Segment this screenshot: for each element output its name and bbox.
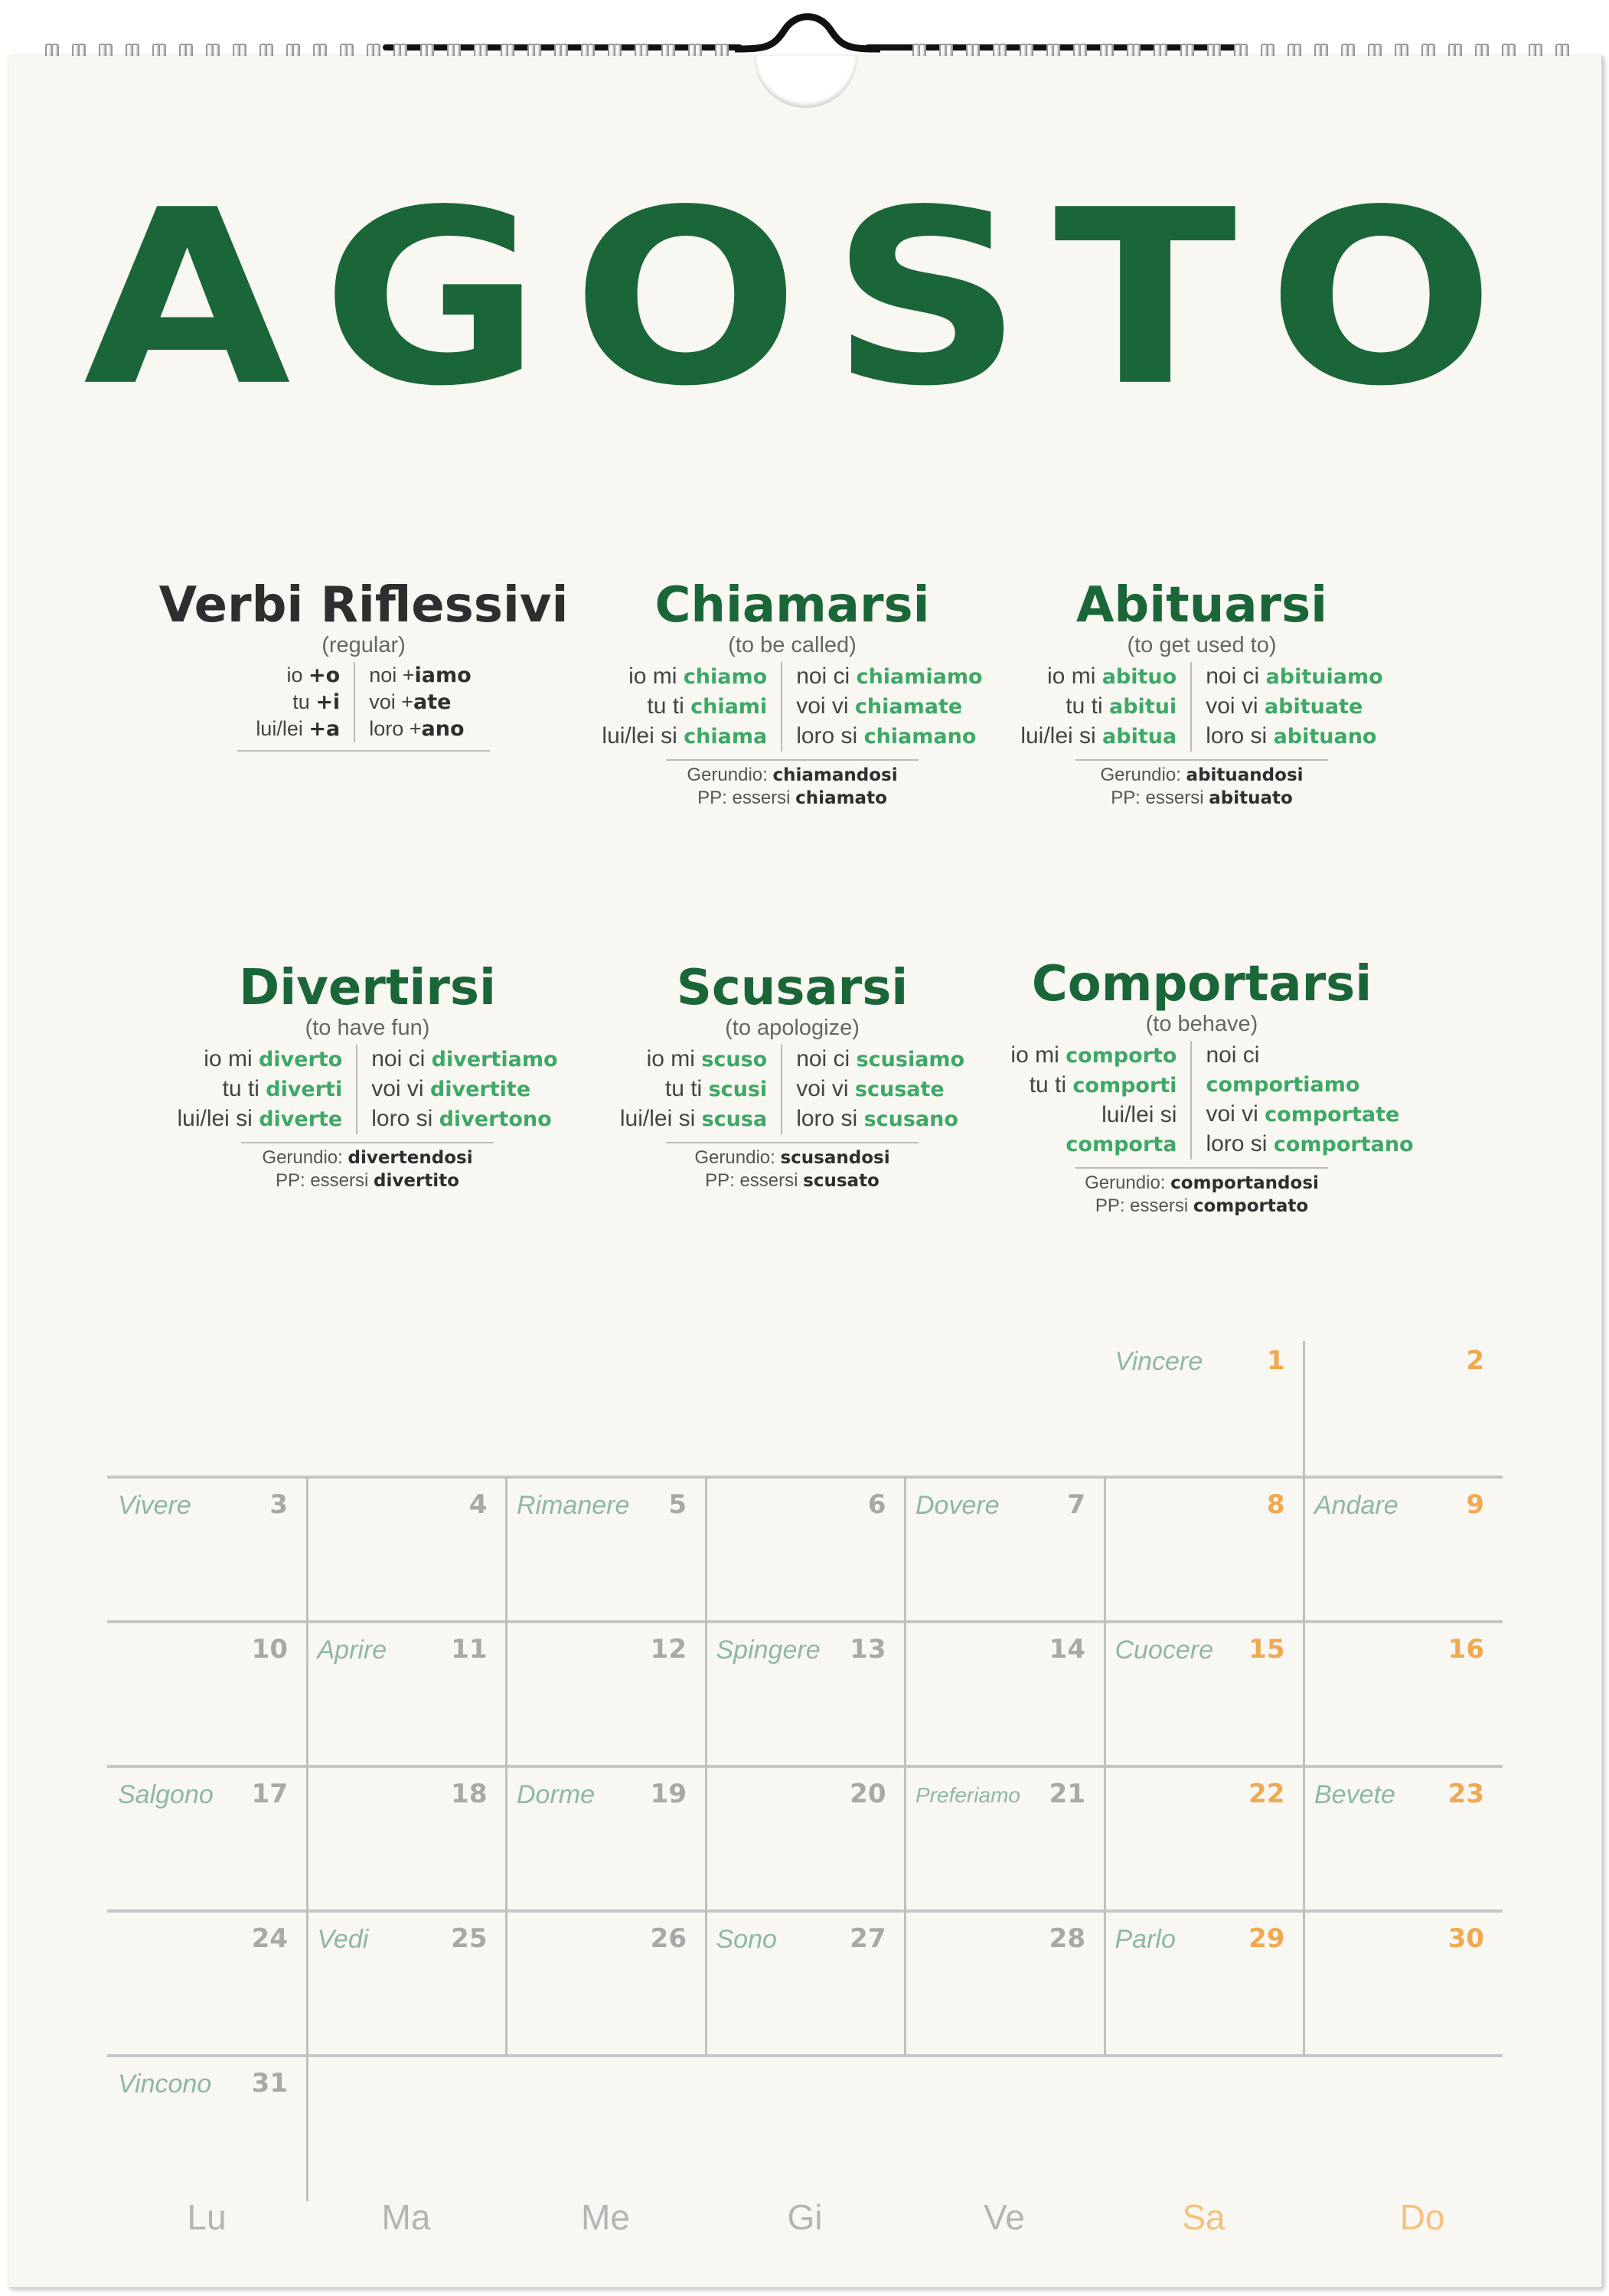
conjugation-row: loro +ano: [369, 717, 465, 741]
conjugation-row: io mi scuso: [646, 1046, 768, 1071]
weekday-gi: Gi: [787, 2197, 823, 2237]
past-participle-line: PP: essersi divertito: [275, 1170, 459, 1191]
verb-title: Comportarsi: [1031, 956, 1372, 1013]
conjugation-row: loro si divertono: [371, 1106, 552, 1131]
day-number: 17: [251, 1779, 288, 1809]
conjugation-row: noi ci abituiamo: [1206, 664, 1383, 689]
day-number: 24: [251, 1923, 288, 1954]
conjugation-table: [153, 1045, 582, 1134]
gerundio-line: Gerundio: scusandosi: [694, 1147, 890, 1168]
day-cell-10[interactable]: [107, 1622, 306, 1766]
weekday-ve: Ve: [984, 2197, 1025, 2237]
day-cell-21[interactable]: [905, 1766, 1104, 1911]
conjugation-row: loro si chiamano: [796, 723, 977, 748]
day-number: 20: [850, 1779, 886, 1809]
past-participle-line: PP: essersi chiamato: [697, 788, 887, 808]
day-number: 2: [1466, 1345, 1484, 1376]
day-cell-2[interactable]: [1304, 1333, 1503, 1478]
day-cell-18[interactable]: [307, 1766, 506, 1911]
conjugation-row: io mi comporto: [1010, 1042, 1177, 1068]
day-number: 8: [1266, 1489, 1285, 1520]
day-number: 14: [1049, 1634, 1085, 1665]
verb-card-scusarsi: [578, 960, 1007, 1192]
day-verb: Cuocere: [1115, 1636, 1214, 1665]
day-verb: Aprire: [317, 1636, 387, 1665]
day-cell-8[interactable]: [1105, 1477, 1304, 1622]
day-number: 10: [251, 1634, 288, 1665]
past-participle-line: PP: essersi comportato: [1095, 1195, 1309, 1216]
day-cell-28[interactable]: [905, 1911, 1104, 2056]
conjugation-table: [578, 662, 1007, 752]
day-number: 30: [1447, 1923, 1484, 1954]
conjugation-table: [149, 662, 578, 742]
day-number: 25: [451, 1923, 488, 1954]
day-number: 11: [451, 1634, 488, 1665]
day-cell-23[interactable]: [1304, 1766, 1503, 1911]
day-cell-25[interactable]: [307, 1911, 506, 2056]
conjugation-table: [987, 1041, 1416, 1159]
verb-card-comportarsi: [987, 957, 1416, 1218]
day-cell-9[interactable]: [1304, 1477, 1503, 1622]
gerundio-line: Gerundio: comportandosi: [1085, 1172, 1319, 1193]
day-number: 31: [251, 2068, 288, 2099]
day-cell-19[interactable]: [506, 1766, 705, 1911]
day-cell-29[interactable]: [1105, 1911, 1304, 2056]
weekday-do: Do: [1399, 2197, 1445, 2237]
day-number: 26: [650, 1923, 687, 1954]
verb-meaning: (to get used to): [1127, 633, 1277, 657]
verb-card-verbi-riflessivi: [149, 578, 578, 755]
day-number: 12: [650, 1634, 687, 1665]
conjugation-row: lui/lei si comporta: [1066, 1102, 1177, 1156]
day-number: 5: [668, 1489, 687, 1520]
day-cell-7[interactable]: [905, 1477, 1104, 1622]
day-number: 9: [1466, 1489, 1484, 1520]
day-number: 27: [850, 1923, 886, 1954]
gerundio-line: Gerundio: divertendosi: [262, 1147, 473, 1168]
day-verb: Bevete: [1314, 1780, 1395, 1809]
conjugation-row: noi ci scusiamo: [796, 1046, 965, 1071]
day-number: 4: [468, 1489, 488, 1520]
conjugation-row: tu ti scusi: [664, 1076, 768, 1101]
conjugation-row: lui/lei si scusa: [619, 1106, 768, 1131]
conjugation-row: loro si scusano: [796, 1106, 958, 1131]
day-cell-22[interactable]: [1105, 1766, 1304, 1911]
day-number: 29: [1248, 1923, 1285, 1954]
day-cell-4[interactable]: [307, 1477, 506, 1622]
day-number: 18: [451, 1779, 488, 1809]
conjugation-row: lui/lei +a: [256, 717, 341, 741]
conjugation-row: noi +iamo: [369, 664, 472, 687]
day-verb: Sono: [716, 1925, 777, 1954]
day-verb: Preferiamo: [915, 1783, 1020, 1807]
conjugation-row: tu ti comporti: [1029, 1072, 1177, 1097]
day-cell-27[interactable]: [706, 1911, 905, 2056]
day-cell-26[interactable]: [506, 1911, 705, 2056]
verb-meaning: (to apologize): [725, 1016, 860, 1040]
day-cell-17[interactable]: [107, 1766, 306, 1911]
verb-title: Scusarsi: [676, 960, 909, 1016]
day-cell-11[interactable]: [307, 1622, 506, 1766]
conjugation-row: voi vi comportate: [1206, 1101, 1400, 1127]
divider: [666, 1142, 919, 1143]
day-number: 6: [867, 1489, 886, 1520]
day-verb: Vincere: [1115, 1347, 1203, 1376]
weekday-sa: Sa: [1182, 2197, 1226, 2237]
day-number: 7: [1067, 1489, 1085, 1520]
verb-title: Verbi Riflessivi: [158, 577, 569, 634]
day-number: 23: [1447, 1779, 1484, 1809]
day-cell-14[interactable]: [905, 1622, 1104, 1766]
conjugation-table: [578, 1045, 1007, 1134]
conjugation-row: noi ci comportiamo: [1206, 1042, 1360, 1097]
conjugation-row: lui/lei si diverte: [177, 1106, 343, 1131]
verb-title: Divertirsi: [239, 960, 496, 1016]
day-number: 22: [1248, 1779, 1285, 1809]
conjugation-row: noi ci divertiamo: [371, 1046, 558, 1071]
day-verb: Rimanere: [517, 1491, 630, 1520]
weekday-me: Me: [581, 2197, 630, 2237]
conjugation-row: tu +i: [292, 690, 341, 714]
verb-meaning: (regular): [321, 633, 406, 657]
gerundio-line: Gerundio: abituandosi: [1100, 765, 1304, 785]
verb-meaning: (to behave): [1145, 1012, 1258, 1036]
conjugation-row: io mi abituo: [1047, 664, 1177, 689]
day-number: 16: [1447, 1634, 1484, 1665]
day-number: 1: [1266, 1345, 1285, 1376]
verb-meaning: (to be called): [728, 633, 857, 657]
conjugation-row: voi vi divertite: [371, 1076, 531, 1101]
day-cell-20[interactable]: [706, 1766, 905, 1911]
day-number: 13: [850, 1634, 886, 1665]
day-verb: Dorme: [517, 1780, 596, 1809]
divider: [666, 759, 919, 761]
weekday-lu: Lu: [187, 2197, 227, 2237]
day-number: 21: [1049, 1779, 1085, 1809]
day-cell-1[interactable]: [1105, 1333, 1304, 1478]
day-cell-16[interactable]: [1304, 1622, 1503, 1766]
past-participle-line: PP: essersi abituato: [1111, 788, 1293, 808]
day-verb: Vincono: [118, 2069, 212, 2099]
day-number: 19: [650, 1779, 687, 1809]
verb-card-chiamarsi: [578, 578, 1007, 810]
hanger-hook-icon: [735, 11, 880, 57]
divider: [237, 750, 490, 752]
day-cell-15[interactable]: [1105, 1622, 1304, 1766]
conjugation-row: tu ti chiami: [647, 693, 768, 719]
weekday-ma: Ma: [381, 2197, 431, 2237]
conjugation-row: lui/lei si chiama: [602, 723, 768, 748]
verb-title: Chiamarsi: [654, 577, 930, 634]
day-cell-12[interactable]: [506, 1622, 705, 1766]
day-verb: Dovere: [915, 1491, 1000, 1520]
conjugation-row: tu ti abitui: [1066, 693, 1177, 719]
divider: [1075, 759, 1328, 761]
day-verb: Spingere: [716, 1636, 821, 1665]
conjugation-row: voi +ate: [369, 690, 452, 714]
conjugation-row: io mi diverto: [204, 1046, 343, 1071]
conjugation-row: io +o: [286, 664, 341, 687]
verb-meaning: (to have fun): [305, 1016, 430, 1040]
conjugation-row: loro si comportano: [1206, 1131, 1414, 1156]
conjugation-row: voi vi chiamate: [796, 693, 963, 719]
gerundio-line: Gerundio: chiamandosi: [687, 765, 898, 785]
verb-card-divertirsi: [153, 960, 582, 1192]
day-cell-6[interactable]: [706, 1477, 905, 1622]
day-cell-13[interactable]: [706, 1622, 905, 1766]
verb-title: Abituarsi: [1075, 577, 1328, 634]
conjugation-row: voi vi scusate: [796, 1076, 945, 1101]
divider: [1075, 1167, 1328, 1169]
day-verb: Parlo: [1115, 1925, 1176, 1954]
conjugation-row: lui/lei si abitua: [1020, 723, 1177, 748]
verb-card-abituarsi: [987, 578, 1416, 810]
day-cell-24[interactable]: [107, 1911, 306, 2056]
day-verb: Andare: [1314, 1491, 1398, 1520]
conjugation-table: [987, 662, 1416, 752]
divider: [241, 1142, 494, 1143]
day-cell-3[interactable]: [107, 1477, 306, 1622]
day-number: 15: [1248, 1634, 1285, 1665]
day-number: 28: [1049, 1923, 1085, 1954]
day-verb: Salgono: [118, 1780, 214, 1809]
conjugation-row: noi ci chiamiamo: [796, 664, 983, 689]
weekday-labels: [107, 2197, 1503, 2242]
conjugation-row: io mi chiamo: [628, 664, 768, 689]
day-verb: Vedi: [317, 1925, 369, 1954]
day-number: 3: [269, 1489, 288, 1520]
day-cell-5[interactable]: [506, 1477, 705, 1622]
past-participle-line: PP: essersi scusato: [705, 1170, 880, 1191]
day-cell-30[interactable]: [1304, 1911, 1503, 2056]
month-title: AGOSTO: [83, 158, 1526, 439]
conjugation-row: loro si abituano: [1206, 723, 1377, 748]
conjugation-row: voi vi abituate: [1206, 693, 1363, 719]
conjugation-row: tu ti diverti: [222, 1076, 343, 1101]
day-cell-31[interactable]: [107, 2056, 306, 2200]
day-verb: Vivere: [118, 1491, 191, 1520]
